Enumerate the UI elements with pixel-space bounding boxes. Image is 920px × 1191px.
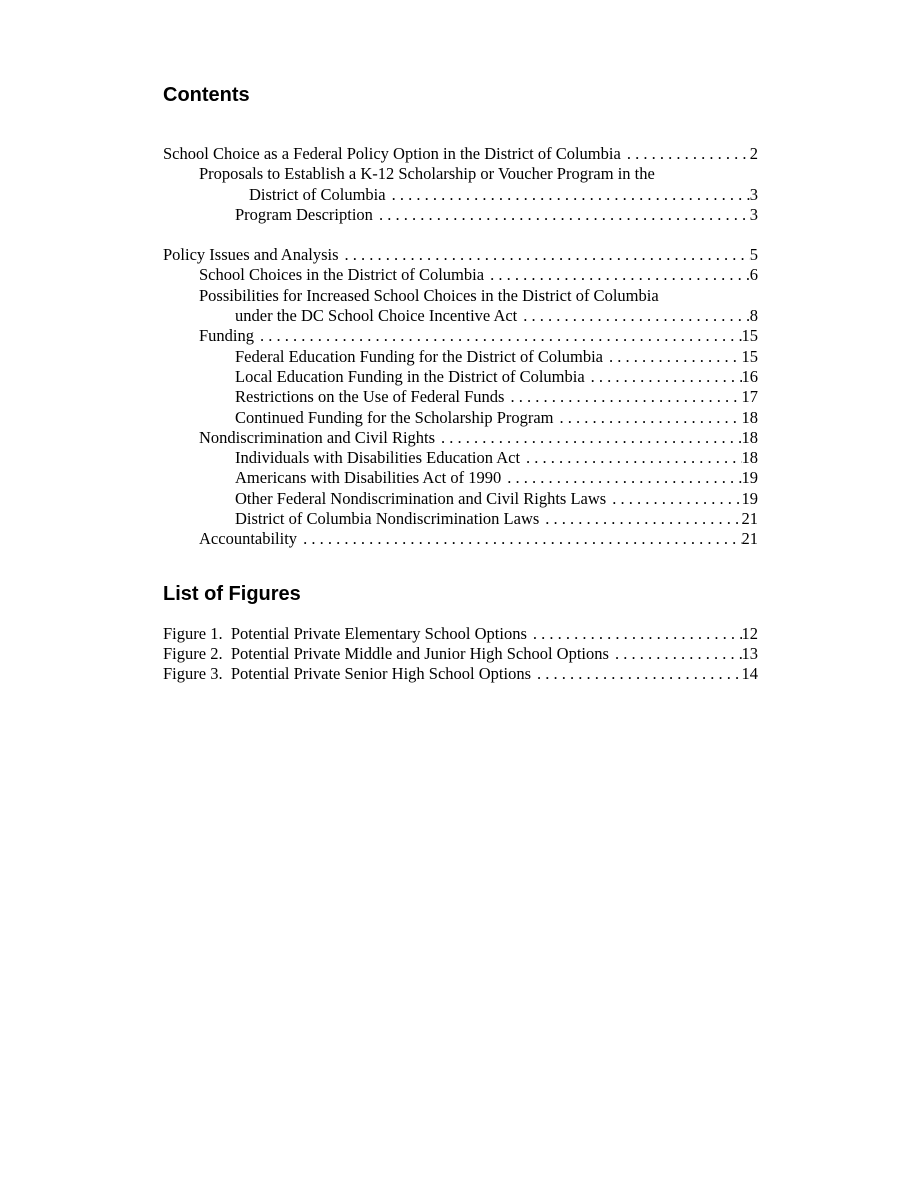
toc-page-number: 15 [741,346,758,366]
toc-entry-title: Local Education Funding in the District of Columbia [235,366,585,386]
toc-page-number: 21 [741,529,758,549]
toc-entry[interactable] [163,387,758,407]
figure-entry[interactable] [163,624,758,644]
toc-entry[interactable] [163,205,758,225]
toc-entry-title: Restrictions on the Use of Federal Funds [235,387,505,407]
toc-entry[interactable] [163,265,758,285]
toc-entry-title: School Choice as a Federal Policy Option in the District of Columbia [163,144,621,163]
toc-entry-title: District of Columbia Nondiscrimination Laws [235,509,540,529]
dot-leader [531,664,741,684]
toc-page-number: 3 [749,204,758,224]
toc-entry[interactable] [163,245,758,265]
toc-entry[interactable] [163,509,758,529]
toc-entry-title: Americans with Disabilities Act of 1990 [235,468,502,488]
figure-entry[interactable] [163,664,758,684]
toc-page-number: 21 [741,509,758,529]
document-page [163,82,758,685]
figure-entry-title: Figure 3. Potential Private Senior High School Options [163,664,532,684]
contents-group [163,245,758,549]
dot-leader [254,326,741,346]
dot-leader [609,644,742,664]
contents-list [163,144,758,550]
dot-leader [539,509,741,529]
toc-entry-title: Nondiscrimination and Civil Rights [199,427,436,447]
dot-leader [297,529,741,549]
toc-page-number: 6 [749,265,758,285]
dot-leader [504,387,741,407]
toc-page-number: 8 [749,306,758,326]
dot-leader [603,347,742,367]
toc-entry[interactable] [163,428,758,448]
toc-page-number: 18 [741,427,758,447]
toc-entry-title: Program Description [235,204,373,224]
toc-entry[interactable] [163,326,758,346]
dot-leader [621,144,750,164]
toc-page-number: 5 [749,245,758,265]
dot-leader [585,367,742,387]
dot-leader [517,306,749,326]
dot-leader [339,245,750,265]
toc-entry[interactable] [163,448,758,468]
toc-entry-title: School Choices in the District of Columbia [199,265,485,285]
toc-page-number: 19 [741,468,758,488]
figure-entry-title: Figure 2. Potential Private Middle and Junior High School Options [163,643,609,663]
toc-entry-title: Individuals with Disabilities Education Act [235,448,521,468]
toc-page-number: 18 [741,448,758,468]
dot-leader [501,468,741,488]
dot-leader [435,428,741,448]
toc-entry[interactable] [163,468,758,488]
toc-entry[interactable] [163,144,758,164]
figures-heading: List of Figures [163,582,301,605]
toc-entry[interactable] [163,408,758,428]
toc-entry[interactable] [163,185,758,205]
dot-leader [373,205,750,225]
figure-page-number: 12 [741,623,758,643]
toc-entry-title: Accountability [199,529,298,549]
toc-entry[interactable] [163,529,758,549]
figure-page-number: 13 [741,643,758,663]
toc-page-number: 19 [741,488,758,508]
figure-entry[interactable] [163,644,758,664]
toc-entry[interactable] [163,347,758,367]
toc-entry-title: Federal Education Funding for the District of Columbia [235,346,603,366]
toc-entry-title: Continued Funding for the Scholarship Program [235,407,554,427]
toc-entry-title: Policy Issues and Analysis [163,245,339,265]
toc-page-number: 18 [741,407,758,427]
dot-leader [606,489,741,509]
toc-entry[interactable] [163,489,758,509]
toc-entry[interactable] [163,367,758,387]
toc-entry-title: Funding [199,326,255,346]
figure-page-number: 14 [741,664,758,684]
dot-leader [484,265,750,285]
toc-page-number: 3 [749,184,758,204]
contents-heading: Contents [163,84,250,106]
dot-leader [386,185,750,205]
toc-page-number: 16 [741,366,758,386]
toc-entry-first-line[interactable]: Proposals to Establish a K-12 Scholarship or Voucher Program in the [199,164,655,184]
toc-entry-first-line[interactable]: Possibilities for Increased School Choices in the District of Columbia [199,285,659,305]
dot-leader [527,624,742,644]
figures-list [163,624,758,685]
toc-entry[interactable] [163,306,758,326]
toc-page-number: 17 [741,387,758,407]
figure-entry-title: Figure 1. Potential Private Elementary School Options [163,623,527,643]
toc-entry-title: District of Columbia [249,184,386,204]
toc-page-number: 2 [749,144,758,163]
toc-entry-title: under the DC School Choice Incentive Act [235,306,518,326]
toc-page-number: 15 [741,326,758,346]
dot-leader [520,448,741,468]
toc-entry-title: Other Federal Nondiscrimination and Civil Rights Laws [235,488,607,508]
dot-leader [554,408,742,428]
contents-group [163,144,758,225]
